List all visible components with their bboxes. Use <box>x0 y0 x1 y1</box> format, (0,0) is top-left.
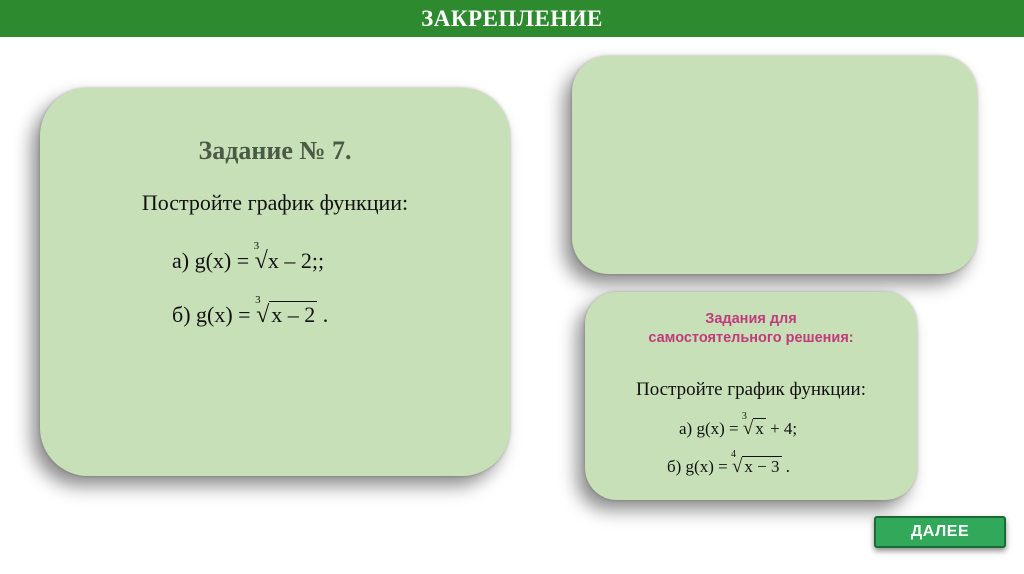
answer-card <box>572 56 977 274</box>
fourth-root-self-b: 4 √ <box>730 449 743 477</box>
self-study-card <box>585 292 917 500</box>
next-button[interactable] <box>874 516 1006 548</box>
page-header <box>0 0 1024 37</box>
page-title: ЗАКРЕПЛЕНИЕ <box>421 5 603 31</box>
cube-root-self-a: 3 √ <box>741 411 754 439</box>
next-button-label: ДАЛЕЕ <box>910 523 970 540</box>
cube-root-b: 3 √ <box>255 294 270 328</box>
self-study-formula-b: б) g(x) = 4 √ x − 3 . <box>667 449 791 477</box>
self-study-formula-a: а) g(x) = 3 √ x + 4; <box>679 411 798 439</box>
self-study-title: Задания для самостоятельного решения: <box>648 311 854 346</box>
cube-root-a: 3 √ <box>253 240 268 274</box>
self-study-prompt: Постройте график функции: <box>635 379 867 400</box>
task-card <box>40 88 510 476</box>
task-prompt: Постройте график функции: <box>141 190 409 215</box>
task-title: Задание № 7. <box>198 136 352 165</box>
formula-b: б) g(x) = 3 √x – 2 . <box>172 294 329 328</box>
formula-a: а) g(x) = 3 √x – 2;; <box>172 240 325 274</box>
